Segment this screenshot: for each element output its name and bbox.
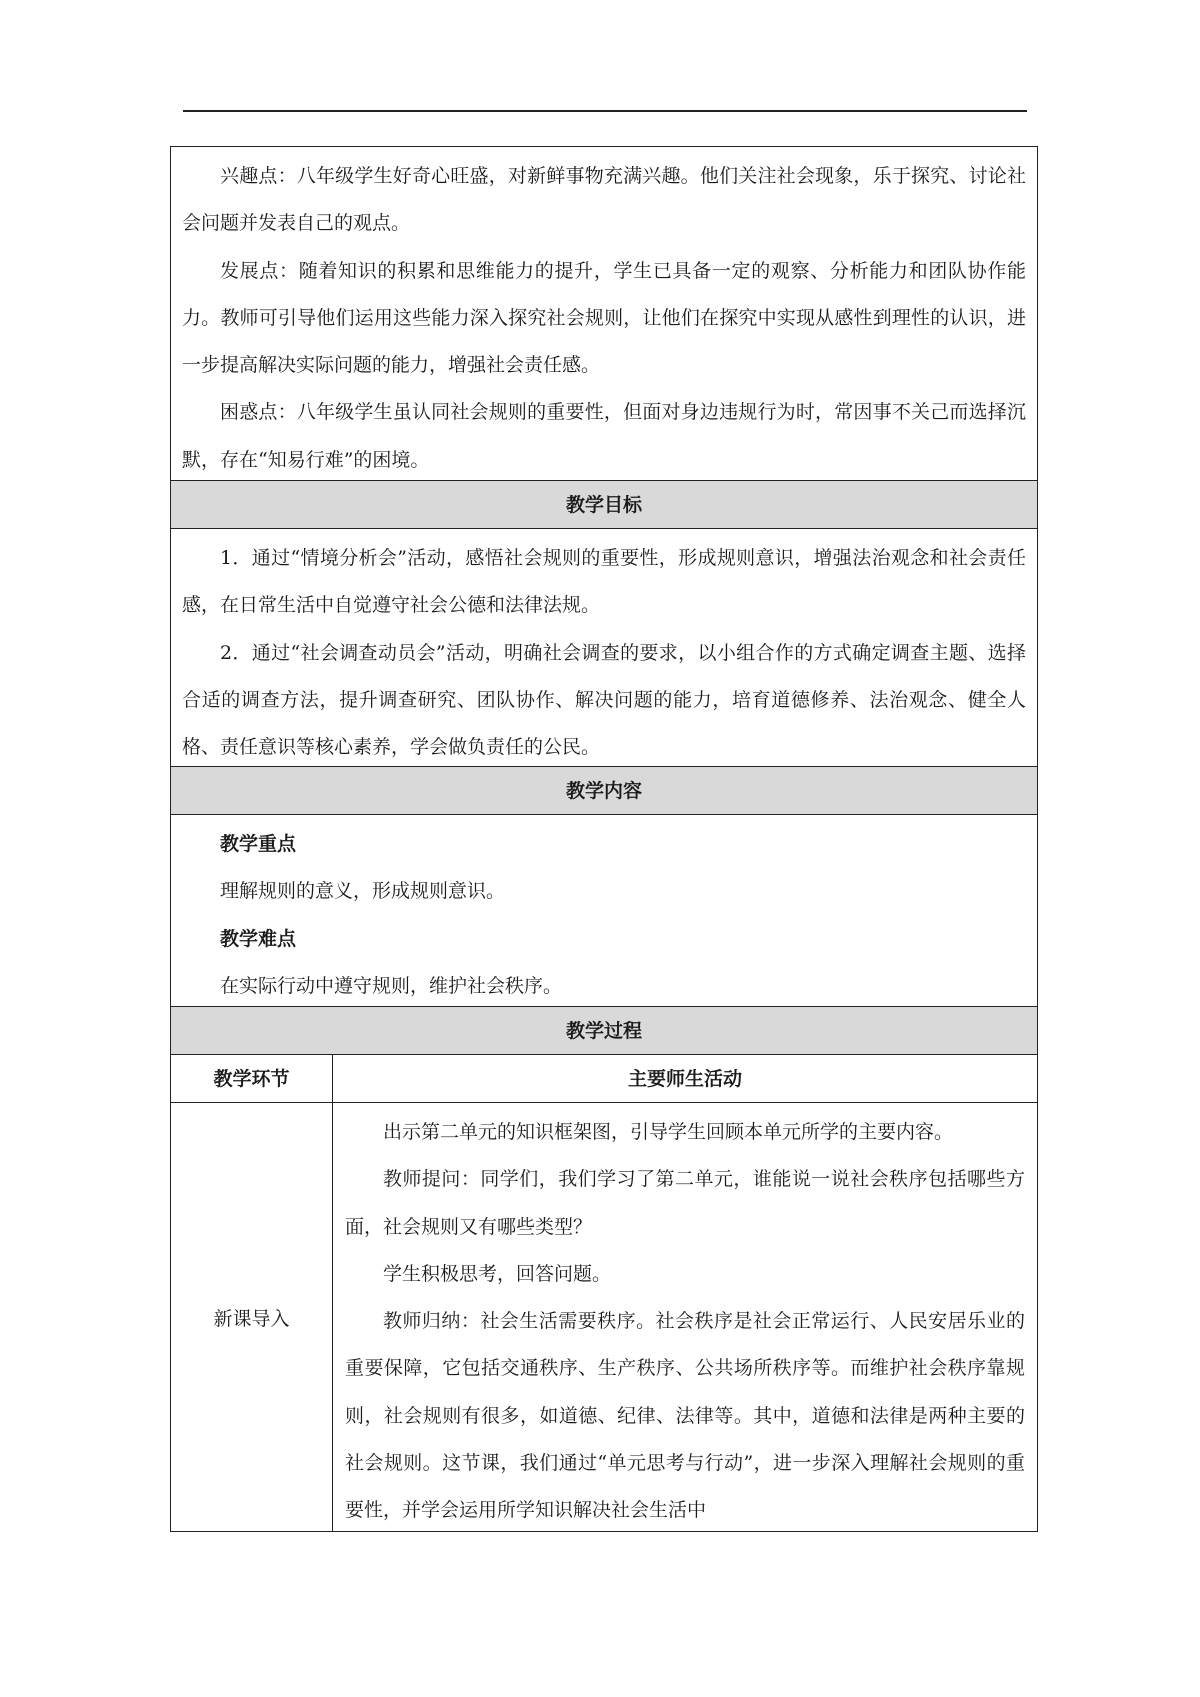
process-header: 教学过程 <box>171 1007 1037 1055</box>
difficult-point-title: 教学难点 <box>220 927 297 950</box>
difficult-point-text: 在实际行动中遵守规则，维护社会秩序。 <box>220 974 563 997</box>
lesson-plan-table <box>170 146 1038 1532</box>
header-rule <box>183 110 1027 112</box>
content-section <box>171 815 1037 1007</box>
key-point-title: 教学重点 <box>220 833 297 855</box>
activity-paragraph: 学生积极思考，回答问题。 <box>383 1262 612 1285</box>
goal-item: 1．通过“情境分析会”活动，感悟社会规则的重要性，形成规则意识，增强法治观念和社会责任感，在日常生活中自觉遵守社会公德和法律法规。 <box>182 547 1026 617</box>
key-point-text: 理解规则的意义，形成规则意识。 <box>220 880 506 903</box>
stage-column-header: 教学环节 <box>171 1055 333 1102</box>
analysis-paragraph-confusion: 困惑点：八年级学生虽认同社会规则的重要性，但面对身边违规行为时，常因事不关己而选择沉默，存在“知易行难”的困境。 <box>182 401 1026 471</box>
activity-paragraph: 出示第二单元的知识框架图，引导学生回顾本单元所学的主要内容。 <box>383 1121 954 1143</box>
activity-column-header: 主要师生活动 <box>627 1068 742 1090</box>
process-row-intro <box>171 1103 1037 1531</box>
process-column-headers <box>171 1055 1037 1103</box>
content-header: 教学内容 <box>171 767 1037 815</box>
activity-paragraph: 教师提问：同学们，我们学习了第二单元，谁能说一说社会秩序包括哪些方面，社会规则又有哪些类型？ <box>345 1168 1025 1238</box>
stage-name: 新课导入 <box>171 1103 333 1531</box>
analysis-paragraph-development: 发展点：随着知识的积累和思维能力的提升，学生已具备一定的观察、分析能力和团队协作能力。教师可引导他们运用这些能力深入探究社会规则，让他们在探究中实现从感性到理性的认识，进一步提高解决实际问题的能力，增强社会责任感。 <box>182 259 1026 377</box>
goals-header: 教学目标 <box>171 481 1037 529</box>
goals-section <box>171 529 1037 767</box>
analysis-paragraph-interest: 兴趣点：八年级学生好奇心旺盛，对新鲜事物充满兴趣。他们关注社会现象，乐于探究、讨论社会问题并发表自己的观点。 <box>182 165 1026 235</box>
student-analysis-section <box>171 147 1037 481</box>
activity-paragraph: 教师归纳：社会生活需要秩序。社会秩序是社会正常运行、人民安居乐业的重要保障，它包括交通秩序、生产秩序、公共场所秩序等。而维护社会秩序靠规则，社会规则有很多，如道德、纪律、法律等。其中，道德和法律是两种主要的社会规则。这节课，我们通过“单元思考与行动”，进一步深入理解社会规则的重要性，并学会运用所学知识解决社会生活中 <box>345 1310 1025 1522</box>
goal-item: 2．通过“社会调查动员会”活动，明确社会调查的要求，以小组合作的方式确定调查主题、选择合适的调查方法，提升调查研究、团队协作、解决问题的能力，培育道德修养、法治观念、健全人格、责任意识等核心素养，学会做负责任的公民。 <box>182 641 1026 759</box>
activity-cell <box>333 1103 1037 1531</box>
